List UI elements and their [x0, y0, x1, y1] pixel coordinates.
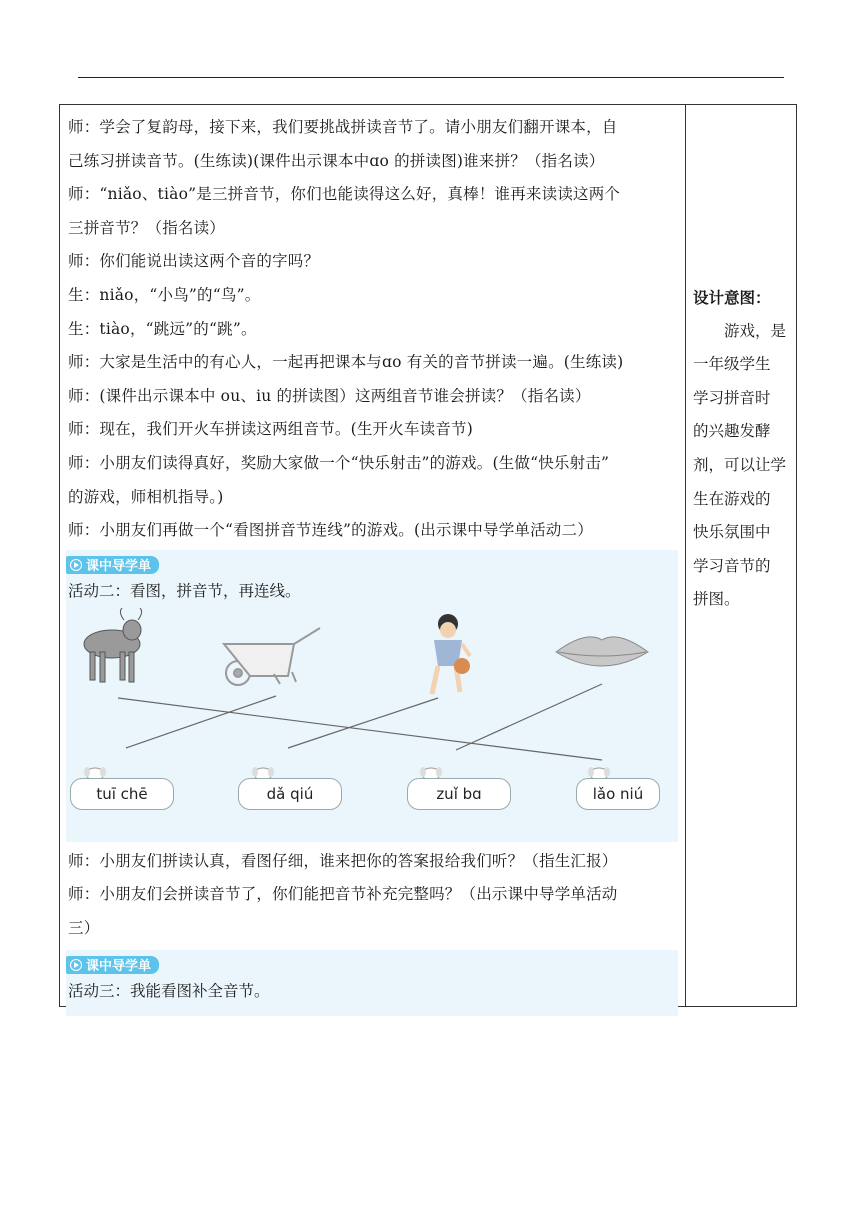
design-intent-line: 一年级学生 [693, 355, 771, 374]
dialogue-line: 师：学会了复韵母，接下来，我们要挑战拼读音节了。请小朋友们翻开课本，自 [68, 118, 618, 136]
pinyin-card-tui-che: tuī chē [70, 778, 174, 810]
dialogue-line: 己练习拼读音节。(生练读)(课件出示课本中ɑo 的拼读图)谁来拼？（指名读） [68, 151, 605, 170]
answer-lines [118, 684, 602, 760]
dialogue-line: 师：现在，我们开火车拼读这两组音节。(生开火车读音节) [68, 420, 473, 439]
design-intent-line: 的兴趣发酵 [693, 422, 771, 441]
dialogue-line: 师：大家是生活中的有心人，一起再把课本与ɑo 有关的音节拼读一遍。(生练读) [68, 353, 624, 372]
dialogue-line: 师：你们能说出读这两个音的字吗？ [68, 252, 320, 271]
pinyin-card-da-qiu: dǎ qiú [238, 778, 342, 810]
teaching-process-cell [68, 111, 680, 1016]
activity-two-panel [66, 550, 678, 842]
matching-illustration [66, 608, 678, 828]
guide-sheet-tag [66, 956, 159, 974]
dialogue-line: 的游戏，师相机指导。) [68, 487, 224, 506]
activity-three-title: 活动三：我能看图补全音节。 [68, 981, 270, 1000]
guide-sheet-label: 课中导学单 [86, 559, 152, 575]
dialogue-line: 师：小朋友们读得真好，奖励大家做一个“快乐射击”的游戏。(生做“快乐射击” [68, 453, 610, 472]
design-intent-line: 拼图。 [693, 590, 740, 609]
dialogue-line: 三） [68, 918, 100, 937]
dialogue-line: 生：niǎo，“小鸟”的“鸟”。 [68, 285, 261, 304]
wheelbarrow-illustration [224, 628, 320, 685]
design-intent-line: 学习拼音时 [693, 388, 771, 407]
header-rule [78, 77, 784, 78]
dialogue-line: 三拼音节？（指名读） [68, 218, 226, 237]
activity-two-title: 活动二：看图，拼音节，再连线。 [68, 581, 301, 600]
design-intent-line: 游戏，是 [724, 321, 787, 340]
dialogue-line: 生：tiào，“跳远”的“跳”。 [68, 319, 257, 338]
design-intent-line: 生在游戏的 [693, 489, 771, 508]
dialogue-line: 师：“niǎo、tiào”是三拼音节，你们也能读得这么好，真棒！谁再来读读这两个 [68, 185, 621, 204]
play-icon [70, 959, 82, 971]
design-intent-line: 快乐氛围中 [693, 523, 771, 542]
activity-three-panel [66, 950, 678, 1016]
dialogue-line: 师：小朋友们会拼读音节了，你们能把音节补充完整吗？（出示课中导学单活动 [68, 885, 618, 904]
dialogue-line: 师：小朋友们拼读认真，看图仔细，谁来把你的答案报给我们听？（指生汇报） [68, 851, 618, 870]
design-intent-line: 学习音节的 [693, 556, 771, 575]
dialogue-line: 师：(课件出示课本中 ou、iu 的拼读图）这两组音节谁会拼读？（指名读） [68, 386, 591, 405]
column-divider [685, 105, 686, 1006]
lesson-table [59, 104, 797, 1007]
design-intent-title: 设计意图： [693, 288, 771, 307]
boy-dribbling-illustration [432, 614, 470, 694]
guide-sheet-label: 课中导学单 [86, 959, 152, 974]
pinyin-card-zui-ba: zuǐ bɑ [407, 778, 511, 810]
design-intent-line: 剂，可以让学 [693, 455, 787, 474]
design-intent-cell [693, 281, 793, 617]
lips-illustration [556, 637, 648, 666]
guide-sheet-tag [66, 556, 159, 574]
cow-illustration [84, 608, 142, 682]
pinyin-card-lao-niu: lǎo niú [576, 778, 660, 810]
play-icon [70, 559, 82, 571]
dialogue-line: 师：小朋友们再做一个“看图拼音节连线”的游戏。(出示课中导学单活动二） [68, 521, 593, 540]
